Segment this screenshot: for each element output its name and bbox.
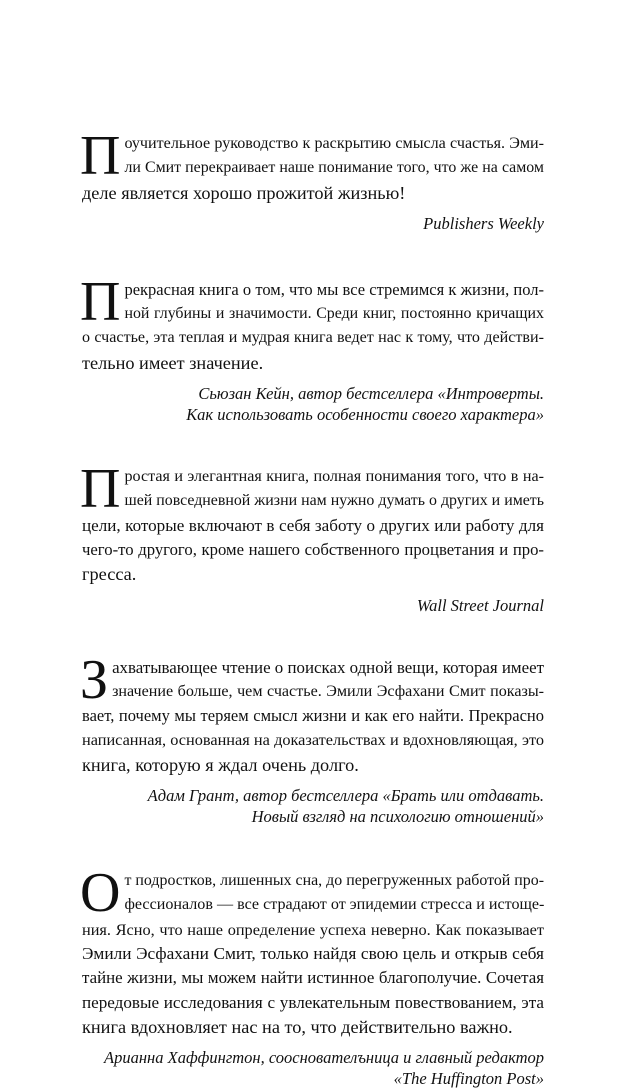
blurb-quote — [80, 270, 544, 375]
quote-line: гресса. — [82, 564, 137, 585]
attribution-line: Арианна Хаффингтон, сооснователъница и главный редактор — [104, 1048, 544, 1068]
blurb-quote — [80, 862, 545, 1039]
attribution-line: Адам Грант, автор бестселлера «Брать или отдавать. — [147, 786, 544, 806]
quote-line: тайне жизни, мы можем найти истинное благополучие. Сочетая — [82, 968, 544, 988]
blurb-quote — [80, 458, 544, 586]
blurb-attribution — [82, 785, 544, 827]
drop-cap: З — [80, 648, 109, 711]
quote-line: Эмили Эсфахани Смит, только найдя свою цель и открыв себя — [82, 943, 544, 963]
drop-cap: П — [80, 270, 121, 333]
quote-line: т подростков, лишенных сна, до перегруженных работой про- — [124, 872, 544, 890]
quote-line: ростая и элегантная книга, полная понимания того, что в на- — [124, 468, 544, 486]
quote-line: написанная, основанная на доказательствах и вдохновляющая, это — [82, 730, 544, 750]
quote-line: ахватывающее чтение о поисках одной вещи, которая имеет — [112, 657, 544, 677]
quote-line: ния. Ясно, что наше определение успеха неверно. Как показывает — [82, 919, 544, 939]
attribution-line: Wall Street Journal — [416, 595, 544, 615]
attribution-line: Новый взгляд на психологию отношений» — [251, 807, 544, 827]
quote-line: оучительное руководство к раскрытию смысла счастья. Эми- — [124, 135, 544, 152]
quote-line: шей повседневной жизни нам нужно думать о других и иметь — [124, 492, 544, 510]
blurb-quote — [80, 125, 544, 205]
praise-blurb — [80, 862, 545, 1089]
drop-cap: О — [80, 862, 121, 925]
praise-page — [80, 125, 545, 1089]
quote-line: книга вдохновляет нас на то, что действительно важно. — [82, 1016, 513, 1037]
quote-line: тельно имеет значение. — [82, 352, 264, 373]
praise-blurb — [80, 125, 544, 234]
quote-line: передовые исследования с увлекательным повествованием, эта — [82, 992, 544, 1012]
quote-line: деле является хорошо прожитой жизнью! — [82, 182, 406, 203]
praise-blurb — [80, 648, 544, 827]
attribution-line: Сьюзан Кейн, автор бестселлера «Интроверты. — [198, 384, 544, 404]
quote-line: чего-то другого, кроме нашего собственного процветания и про- — [82, 539, 544, 559]
attribution-line: «The Huffington Post» — [393, 1069, 544, 1089]
drop-cap: П — [80, 458, 121, 521]
attribution-line: Publishers Weekly — [423, 213, 544, 233]
blurb-attribution — [82, 383, 544, 425]
quote-line: вает, почему мы теряем смысл жизни и как его найти. Прекрасно — [82, 706, 544, 726]
praise-blurb — [80, 270, 544, 425]
quote-line: ной глубины и значимости. Среди книг, постоянно кричащих — [124, 305, 544, 323]
quote-line: рекрасная книга о том, что мы все стремимся к жизни, пол- — [124, 279, 544, 299]
drop-cap: П — [80, 125, 121, 187]
blurb-quote — [80, 648, 544, 777]
blurb-attribution — [82, 213, 544, 234]
quote-line: фессионалов — все страдают от эпидемии стресса и истоще- — [124, 896, 545, 914]
quote-line: ли Смит перекраивает наше понимание того, что же на самом — [124, 159, 544, 177]
quote-line: значение больше, чем счастье. Эмили Эсфахани Смит показы- — [112, 682, 544, 700]
blurb-attribution — [82, 595, 544, 616]
blurb-attribution — [82, 1047, 544, 1089]
quote-line: о счастье, эта теплая и мудрая книга ведет нас к тому, что действи- — [82, 329, 544, 347]
quote-line: цели, которые включают в себя заботу о других или работу для — [82, 515, 544, 535]
attribution-line: Как использовать особенности своего характера» — [186, 405, 544, 425]
quote-line: книга, которую я ждал очень долго. — [82, 754, 359, 775]
praise-blurb — [80, 458, 544, 615]
